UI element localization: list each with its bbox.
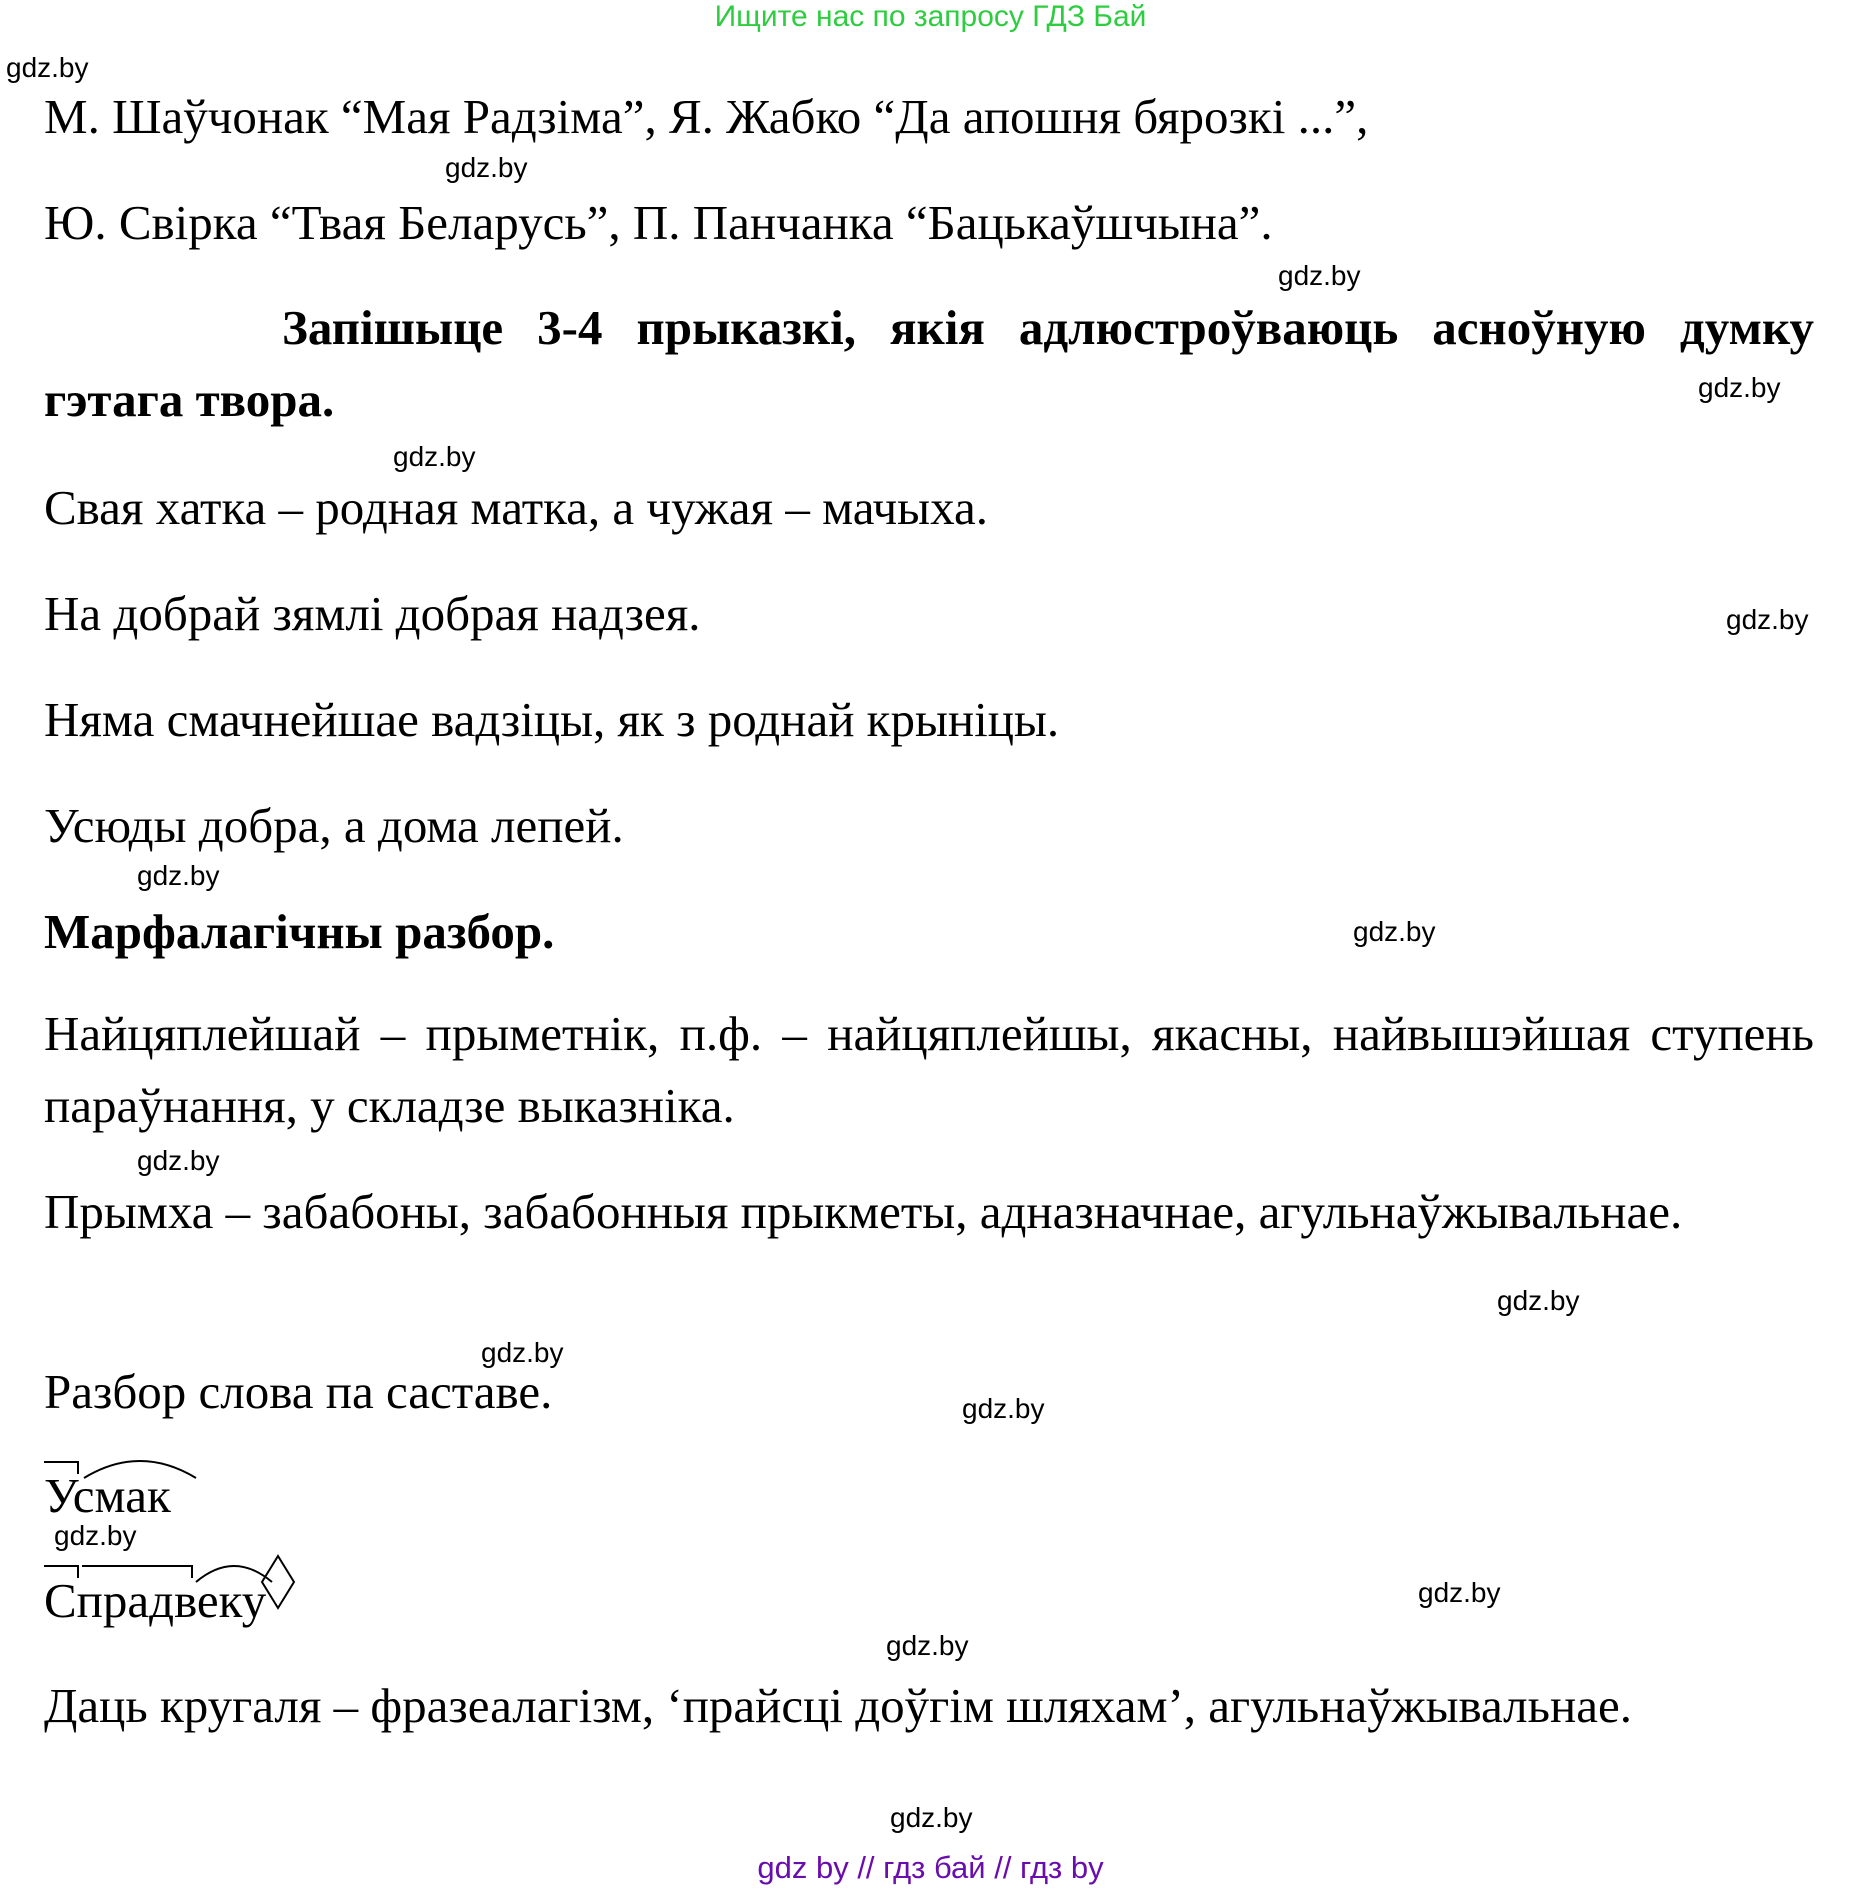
watermark: gdz.by (445, 152, 528, 183)
ending-mark (262, 1556, 294, 1608)
prefix-mark (82, 1566, 192, 1578)
phrase-paragraph: Даць кругаля – фразеалагізм, ‘прайсці доўгім шляхам’, агульнаўжывальнае. (44, 1678, 1632, 1733)
morpheme-marks-usmak (40, 1452, 260, 1482)
authors-line-2: Ю. Свірка “Твая Беларусь”, П. Панчанка “Бацькаўшчына”. (44, 195, 1273, 250)
task-heading: Запішыце 3-4 прыказкі, якія адлюстроўваюць асноўную думку гэтага твора. (44, 300, 1814, 427)
watermark: gdz.by (54, 1520, 137, 1551)
watermark: gdz.by (1353, 916, 1436, 947)
proverb-item: Няма смачнейшае вадзіцы, як з роднай крыніцы. (44, 692, 1060, 747)
bottom-banner[interactable]: gdz by // гдз бай // гдз by (757, 1850, 1104, 1885)
watermark: gdz.by (1698, 372, 1781, 403)
authors-line-1: М. Шаўчонак “Мая Радзіма”, Я. Жабко “Да апошня бярозкі ...”, (44, 89, 1369, 144)
word-spradveku: Спрадвеку (44, 1573, 267, 1628)
watermark: gdz.by (481, 1337, 564, 1368)
watermark: gdz.by (1497, 1285, 1580, 1316)
root-arc-mark (84, 1461, 196, 1478)
proverb-item: Усюды добра, а дома лепей. (44, 798, 624, 853)
primkha-paragraph: Прымха – забабоны, забабонныя прыкметы, адназначнае, агульнаўжывальнае. (44, 1184, 1683, 1239)
watermark: gdz.by (137, 1145, 220, 1176)
prefix-mark (44, 1462, 78, 1474)
watermark: gdz.by (1726, 604, 1809, 635)
composition-heading: Разбор слова па саставе. (44, 1364, 553, 1419)
morph-heading: Марфалагічны разбор. (44, 904, 555, 959)
watermark: gdz.by (1418, 1577, 1501, 1608)
root-arc-mark (196, 1566, 272, 1582)
proverb-item: Свая хатка – родная матка, а чужая – мачыха. (44, 480, 988, 535)
prefix-mark (44, 1566, 78, 1578)
morpheme-marks-spradveku (40, 1552, 320, 1612)
morph-paragraph: Найцяплейшай – прыметнік, п.ф. – найцяплейшы, якасны, найвышэйшая ступень параўнання, у складзе выказніка. (44, 1006, 1814, 1133)
watermark: gdz.by (962, 1393, 1045, 1424)
watermark: gdz.by (393, 441, 476, 472)
watermark: gdz.by (886, 1630, 969, 1661)
watermark: gdz.by (1278, 260, 1361, 291)
proverb-item: На добрай зямлі добрая надзея. (44, 586, 701, 641)
watermark: gdz.by (890, 1802, 973, 1833)
watermark: gdz.by (6, 52, 89, 83)
top-banner[interactable]: Ищите нас по запросу ГДЗ Бай (714, 0, 1147, 33)
word-usmak: Усмак (44, 1468, 171, 1523)
watermark: gdz.by (137, 860, 220, 891)
